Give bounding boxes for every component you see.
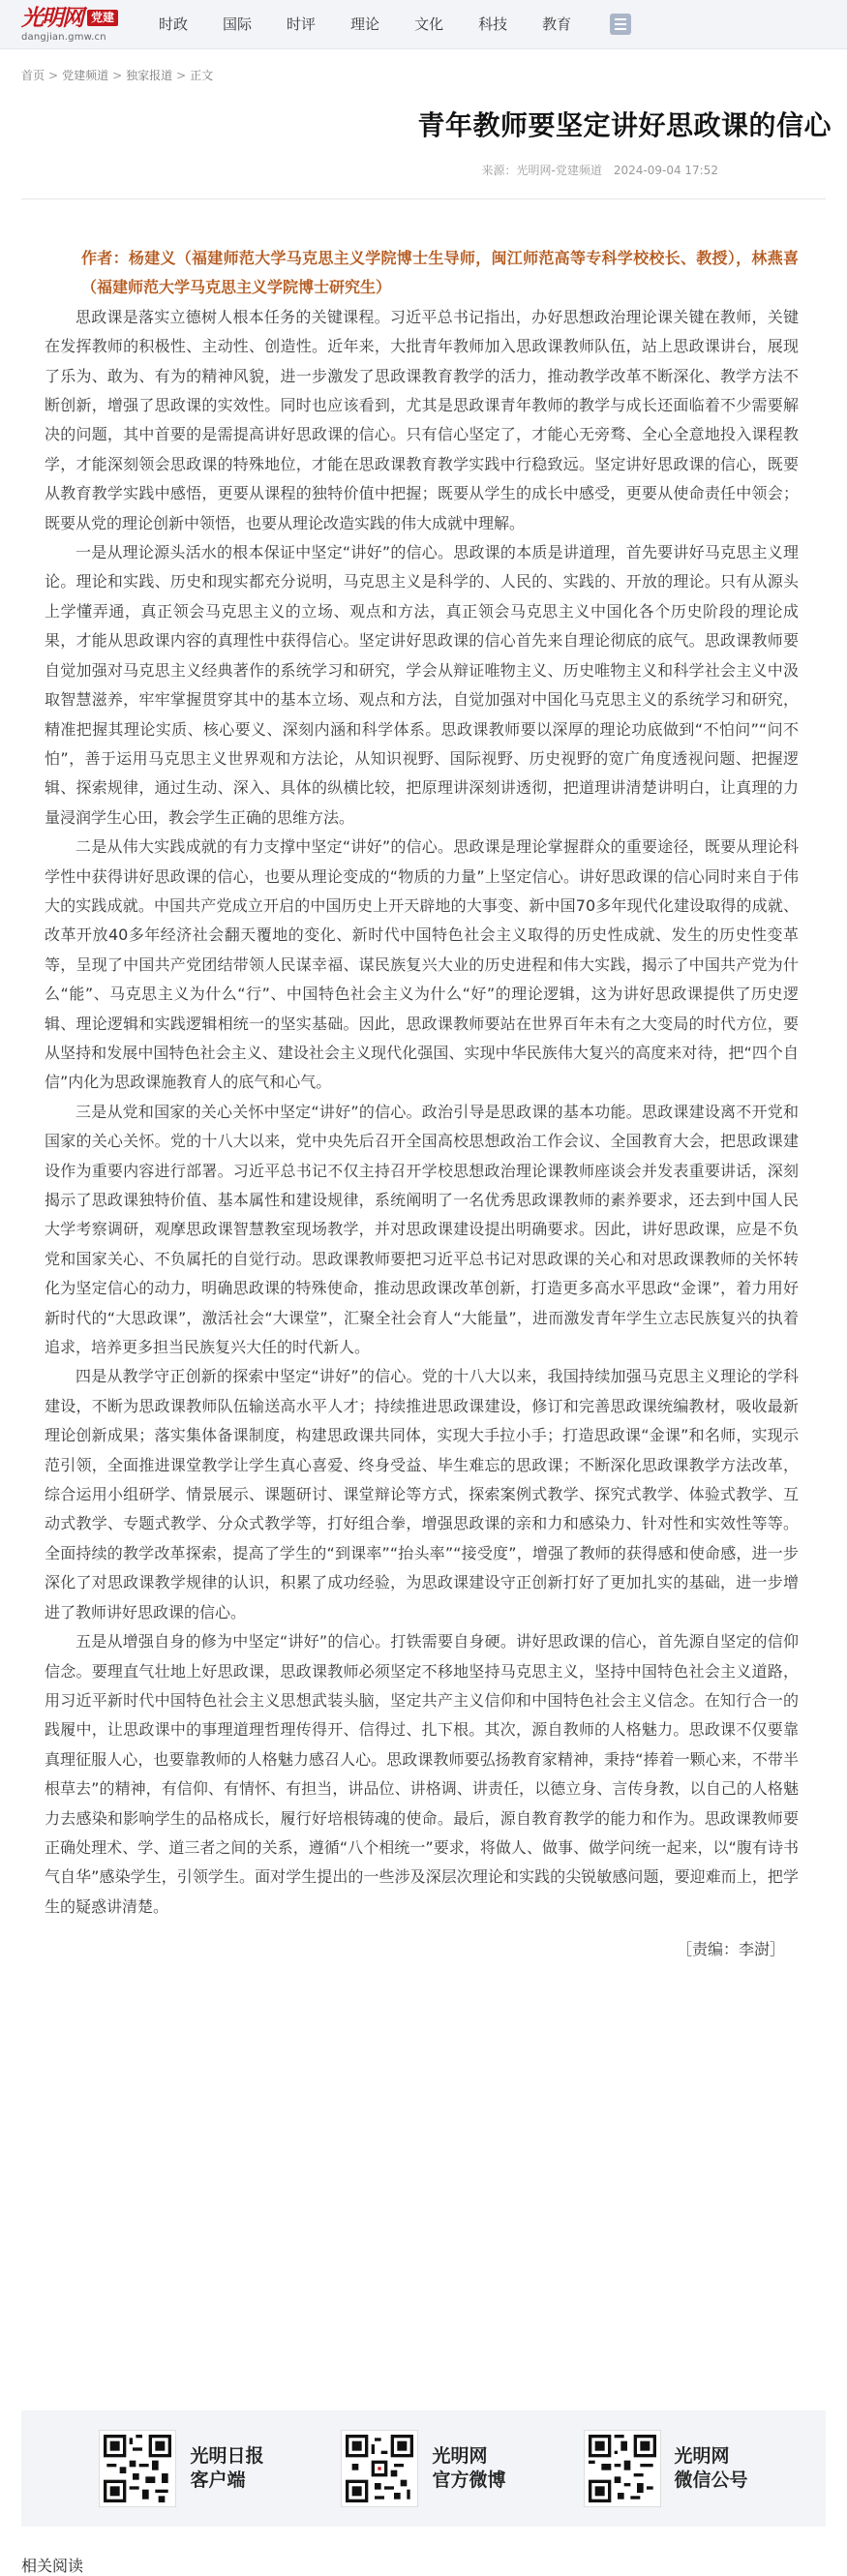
site-logo[interactable]: [21, 4, 130, 43]
breadcrumb-section[interactable]: 独家报道: [126, 69, 173, 82]
qr-code-graphic: [346, 2435, 413, 2502]
nav-item-education[interactable]: 教育: [542, 15, 572, 33]
menu-icon-bar: [615, 23, 626, 25]
nav-item-culture[interactable]: 文化: [414, 15, 444, 33]
qr-label-line1: 光明网: [432, 2445, 488, 2467]
breadcrumb-channel[interactable]: 党建频道: [62, 69, 109, 82]
channel-badge: 党建: [87, 10, 118, 26]
article-meta: [482, 162, 718, 178]
qr-code-bar: [21, 2410, 826, 2527]
qr-label-line2: 官方微博: [432, 2470, 506, 2491]
qr-code-icon: [341, 2430, 418, 2507]
menu-icon-bar: [615, 28, 626, 30]
qr-code-icon: [584, 2430, 661, 2507]
nav-item-theory[interactable]: 理论: [350, 15, 380, 33]
breadcrumb: [21, 67, 213, 83]
article-paragraph: 一是从理论源头活水的根本保证中坚定“讲好”的信心。思政课的本质是讲道理，首先要讲好马克思主义理论。理论和实践、历史和现实都充分说明，马克思主义是科学的、人民的、实践的、开放的理论。只有从源头上学懂弄通，真正领会马克思主义的立场、观点和方法，真正领会马克思主义中国化各个历史阶段的理论成果，才能从思政课内容的真理性中获得信心。坚定讲好思政课的信心首先来自理论彻底的底气。思政课教师要自觉加强对马克思主义经典著作的系统学习和研究，学会从辩证唯物主义、历史唯物主义和科学社会主义中汲取智慧滋养，牢牢掌握贯穿其中的基本立场、观点和方法，自觉加强对中国化马克思主义的系统学习和研究，精准把握其理论实质、核心要义、深刻内涵和科学体系。思政课教师要以深厚的理论功底做到“不怕问”“问不怕”，善于运用马克思主义世界观和方法论，从知识视野、国际视野、历史视野的宽广角度透视问题、把握逻辑、探索规律，通过生动、深入、具体的纵横比较，把原理讲深刻讲透彻，把道理讲清楚讲明白，让真理的力量浸润学生心田，教会学生正确的思维方法。: [45, 543, 799, 827]
qr-label-line1: 光明日报: [190, 2445, 264, 2467]
logo-row: [21, 4, 130, 31]
breadcrumb-separator: >: [176, 69, 187, 82]
logo-wordmark: 光明网: [21, 4, 82, 31]
top-navigation-bar: [0, 0, 847, 49]
article-paragraph: 思政课是落实立德树人根本任务的关键课程。习近平总书记指出，办好思想政治理论课关键在教师，关键在发挥教师的积极性、主动性、创造性。近年来，大批青年教师加入思政课教师队伍，站上思政课讲台，展现了乐为、敢为、有为的精神风貌，进一步激发了思政课教育教学的活力，推动教学改革不断深化、教学方法不断创新，增强了思政课的实效性。同时也应该看到，尤其是思政课青年教师的教学与成长还面临着不少需要解决的问题，其中首要的是需提高讲好思政课的信心。只有信心坚定了，才能心无旁骛、全心全意地投入课程教学，才能深刻领会思政课的特殊地位，才能在思政课教育教学实践中行稳致远。坚定讲好思政课的信心，既要从教育教学实践中感悟，更要从课程的独特价值中把握；既要从学生的成长中感受，更要从使命责任中领会；既要从党的理论创新中领悟，也要从理论改造实践的伟大成就中理解。: [45, 307, 799, 532]
nav-item-technology[interactable]: 科技: [478, 15, 508, 33]
menu-icon-bar: [615, 18, 626, 20]
article-paragraph: 三是从党和国家的关心关怀中坚定“讲好”的信心。政治引导是思政课的基本功能。思政课建设离不开党和国家的关心关怀。党的十八大以来，党中央先后召开全国高校思想政治工作会议、全国教育大会，把思政课建设作为重要内容进行部署。习近平总书记不仅主持召开学校思想政治理论课教师座谈会并发表重要讲话，深刻揭示了思政课独特价值、基本属性和建设规律，系统阐明了一名优秀思政课教师的素养要求，还去到中国人民大学考察调研，观摩思政课智慧教室现场教学，并对思政课建设提出明确要求。因此，讲好思政课，应是不负党和国家关心、不负属托的自觉行动。思政课教师要把习近平总书记对思政课的关心和对思政课教师的关怀转化为坚定信心的动力，明确思政课的特殊使命，推动思政课改革创新，打造更多高水平思政“金课”，着力用好新时代的“大思政课”，激活社会“大课堂”，汇聚全社会育人“大能量”，进而激发青年学生立志民族复兴的执着追求，培养更多担当民族复兴大任的时代新人。: [45, 1102, 799, 1357]
qr-code-icon: [99, 2430, 176, 2507]
breadcrumb-separator: >: [112, 69, 123, 82]
breadcrumb-separator: >: [48, 69, 59, 82]
nav-item-politics[interactable]: 时政: [159, 15, 189, 33]
nav-item-commentary[interactable]: 时评: [287, 15, 317, 33]
article-author: 作者：杨建义（福建师范大学马克思主义学院博士生导师，闽江师范高等专科学校校长、教授），林燕喜（福建师范大学马克思主义学院博士研究生）: [81, 249, 799, 297]
qr-code-graphic: [589, 2435, 656, 2502]
qr-item-weibo[interactable]: [341, 2430, 505, 2507]
logo-url: dangjian.gmw.cn: [21, 31, 106, 43]
main-nav: [159, 0, 606, 48]
article-source: 来源：光明网-党建频道: [481, 164, 602, 177]
menu-icon[interactable]: [610, 14, 631, 35]
article-title: 青年教师要坚定讲好思政课的信心: [417, 109, 832, 141]
qr-label: [675, 2444, 748, 2493]
related-reading-heading: 相关阅读: [21, 2557, 84, 2575]
qr-label: [190, 2444, 263, 2493]
qr-item-wechat[interactable]: [584, 2430, 748, 2507]
qr-label-line2: 微信公号: [674, 2470, 748, 2491]
breadcrumb-current: 正文: [190, 69, 214, 82]
divider: [21, 198, 826, 199]
qr-label-line1: 光明网: [674, 2445, 730, 2467]
qr-label: [432, 2444, 505, 2493]
qr-item-gmrb-app[interactable]: [99, 2430, 263, 2507]
article-paragraph: 五是从增强自身的修为中坚定“讲好”的信心。打铁需要自身硬。讲好思政课的信心，首先源自坚定的信仰信念。要理直气壮地上好思政课，思政课教师必须坚定不移地坚持马克思主义，坚持中国特色社会主义道路，用习近平新时代中国特色社会主义思想武装头脑，坚定共产主义信仰和中国特色社会主义信念。在知行合一的践履中，让思政课中的事理道理哲理传得开、信得过、扎下根。其次，源自教师的人格魅力。思政课不仅要靠真理征服人心，也要靠教师的人格魅力感召人心。思政课教师要弘扬教育家精神，秉持“捧着一颗心来，不带半根草去”的精神，有信仰、有情怀、有担当，讲品位、讲格调、讲责任，以德立身、言传身教，以自己的人格魅力去感染和影响学生的品格成长，履行好培根铸魂的使命。最后，源自教育教学的能力和作为。思政课教师要正确处理术、学、道三者之间的关系，遵循“八个相统一”要求，将做人、做事、做学问统一起来，以“腹有诗书气自华”感染学生，引领学生。面对学生提出的一些涉及深层次理论和实践的尖锐敏感问题，要迎难而上，把学生的疑惑讲清楚。: [45, 1632, 799, 1916]
article-body: [45, 244, 799, 1965]
nav-item-international[interactable]: 国际: [223, 15, 253, 33]
article-paragraph: 四是从教学守正创新的探索中坚定“讲好”的信心。党的十八大以来，我国持续加强马克思主义理论的学科建设，不断为思政课教师队伍输送高水平人才；持续推进思政课建设，修订和完善思政课统编教材，吸收最新理论创新成果；落实集体备课制度，构建思政课共同体，实现大手拉小手；打造思政课“金课”和名师，实现示范引领，全面推进课堂教学让学生真心喜爱、终身受益、毕生难忘的思政课；不断深化思政课教学方法改革，综合运用小组研学、情景展示、课题研讨、课堂辩论等方式，探索案例式教学、探究式教学、体验式教学、互动式教学、专题式教学、分众式教学等，打好组合拳，增强思政课的亲和力和感染力、针对性和实效性等等。全面持续的教学改革探索，提高了学生的“到课率”“抬头率”“接受度”，增强了教师的获得感和使命感，进一步深化了对思政课教学规律的认识，积累了成功经验，为思政课建设守正创新打好了更加扎实的基础，进一步增进了教师讲好思政课的信心。: [45, 1367, 799, 1621]
article-editor: ［责编：李澍］: [676, 1940, 785, 1959]
breadcrumb-home[interactable]: 首页: [21, 69, 45, 82]
qr-label-line2: 客户端: [190, 2470, 246, 2491]
article-datetime: 2024-09-04 17:52: [613, 164, 718, 177]
article-paragraph: 二是从伟大实践成就的有力支撑中坚定“讲好”的信心。思政课是理论掌握群众的重要途径，既要从理论科学性中获得讲好思政课的信心，也要从理论变成的“物质的力量”上坚定信心。讲好思政课的信心同时来自于伟大的实践成就。中国共产党成立开启的中国历史上开天辟地的大事变、新中国70多年现代化建设取得的成就、改革开放40多年经济社会翻天覆地的变化、新时代中国特色社会主义取得的历史性成就、发生的历史性变革等，呈现了中国共产党团结带领人民谋幸福、谋民族复兴大业的历史进程和伟大实践，揭示了中国共产党为什么“能”、马克思主义为什么“行”、中国特色社会主义为什么“好”的理论逻辑，这为讲好思政课提供了历史逻辑、理论逻辑和实践逻辑相统一的坚实基础。因此，思政课教师要站在世界百年未有之大变局的时代方位，要从坚持和发展中国特色社会主义、建设社会主义现代化强国、实现中华民族伟大复兴的高度来对待，把“四个自信”内化为思政课施教育人的底气和心气。: [45, 837, 799, 1092]
qr-code-graphic: [104, 2435, 171, 2502]
